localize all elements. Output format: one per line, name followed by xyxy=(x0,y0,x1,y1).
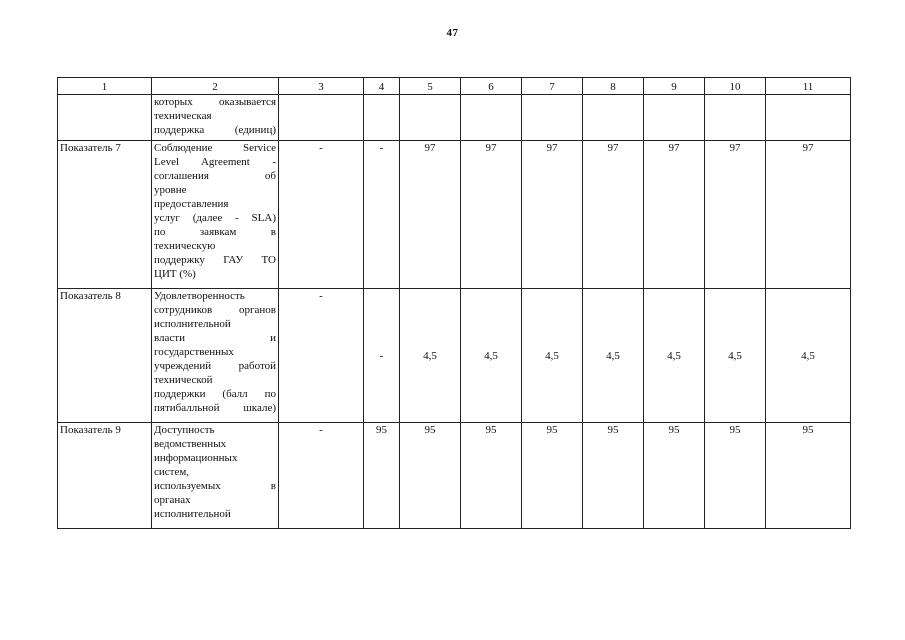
value-cell: 4,5 xyxy=(461,289,522,423)
value-cell: 4,5 xyxy=(583,289,644,423)
indicator-description: Соблюдение Service Level Agreement - соглашения об уровне предоставления услуг (далее - SLA) по заявкам в техническую поддержку ГАУ ТО ЦИТ (%) xyxy=(152,141,279,289)
value-cell xyxy=(766,95,851,141)
table-row xyxy=(58,141,851,289)
value-cell: 4,5 xyxy=(644,289,705,423)
value-cell: 97 xyxy=(644,141,705,289)
value-cell xyxy=(583,95,644,141)
value-cell: 97 xyxy=(400,141,461,289)
indicator-description: Доступность ведомственных информационных систем, используемых в органах исполнительной xyxy=(152,423,279,529)
value-cell: 97 xyxy=(766,141,851,289)
column-number: 2 xyxy=(152,78,279,95)
value-cell xyxy=(522,95,583,141)
column-number: 1 xyxy=(58,78,152,95)
column-number: 7 xyxy=(522,78,583,95)
table-row xyxy=(58,95,851,141)
value-cell: - xyxy=(364,289,400,423)
value-cell: - xyxy=(279,141,364,289)
value-cell: 95 xyxy=(705,423,766,529)
value-cell: 4,5 xyxy=(522,289,583,423)
column-number: 8 xyxy=(583,78,644,95)
value-cell: - xyxy=(279,289,364,423)
table-row xyxy=(58,289,851,423)
column-number: 6 xyxy=(461,78,522,95)
value-cell: 4,5 xyxy=(766,289,851,423)
indicator-code xyxy=(58,95,152,141)
value-cell: 95 xyxy=(461,423,522,529)
value-cell: - xyxy=(364,141,400,289)
column-number: 4 xyxy=(364,78,400,95)
value-cell: 4,5 xyxy=(400,289,461,423)
value-cell xyxy=(400,95,461,141)
page-number: 47 xyxy=(446,27,459,39)
value-cell: 95 xyxy=(644,423,705,529)
indicator-code: Показатель 7 xyxy=(58,141,152,289)
value-cell xyxy=(644,95,705,141)
value-cell: 95 xyxy=(400,423,461,529)
value-cell: 97 xyxy=(583,141,644,289)
value-cell: 95 xyxy=(766,423,851,529)
value-cell: - xyxy=(279,423,364,529)
value-cell: 97 xyxy=(522,141,583,289)
value-cell: 95 xyxy=(583,423,644,529)
column-number: 11 xyxy=(766,78,851,95)
value-cell xyxy=(364,95,400,141)
value-cell xyxy=(279,95,364,141)
indicator-description: Удовлетворенность сотрудников органов исполнительной власти и государственных учреждений работой технической поддержки (балл по пятибалльной шкале) xyxy=(152,289,279,423)
value-cell: 95 xyxy=(364,423,400,529)
indicator-code: Показатель 8 xyxy=(58,289,152,423)
value-cell: 97 xyxy=(705,141,766,289)
column-number: 10 xyxy=(705,78,766,95)
value-cell: 95 xyxy=(522,423,583,529)
column-number-row xyxy=(58,78,851,95)
value-cell xyxy=(461,95,522,141)
table-row xyxy=(58,423,851,529)
column-number: 9 xyxy=(644,78,705,95)
value-cell: 4,5 xyxy=(705,289,766,423)
indicator-description: которых оказывается техническая поддержка (единиц) xyxy=(152,95,279,141)
value-cell: 97 xyxy=(461,141,522,289)
indicators-table xyxy=(57,77,851,529)
column-number: 5 xyxy=(400,78,461,95)
column-number: 3 xyxy=(279,78,364,95)
indicator-code: Показатель 9 xyxy=(58,423,152,529)
value-cell xyxy=(705,95,766,141)
